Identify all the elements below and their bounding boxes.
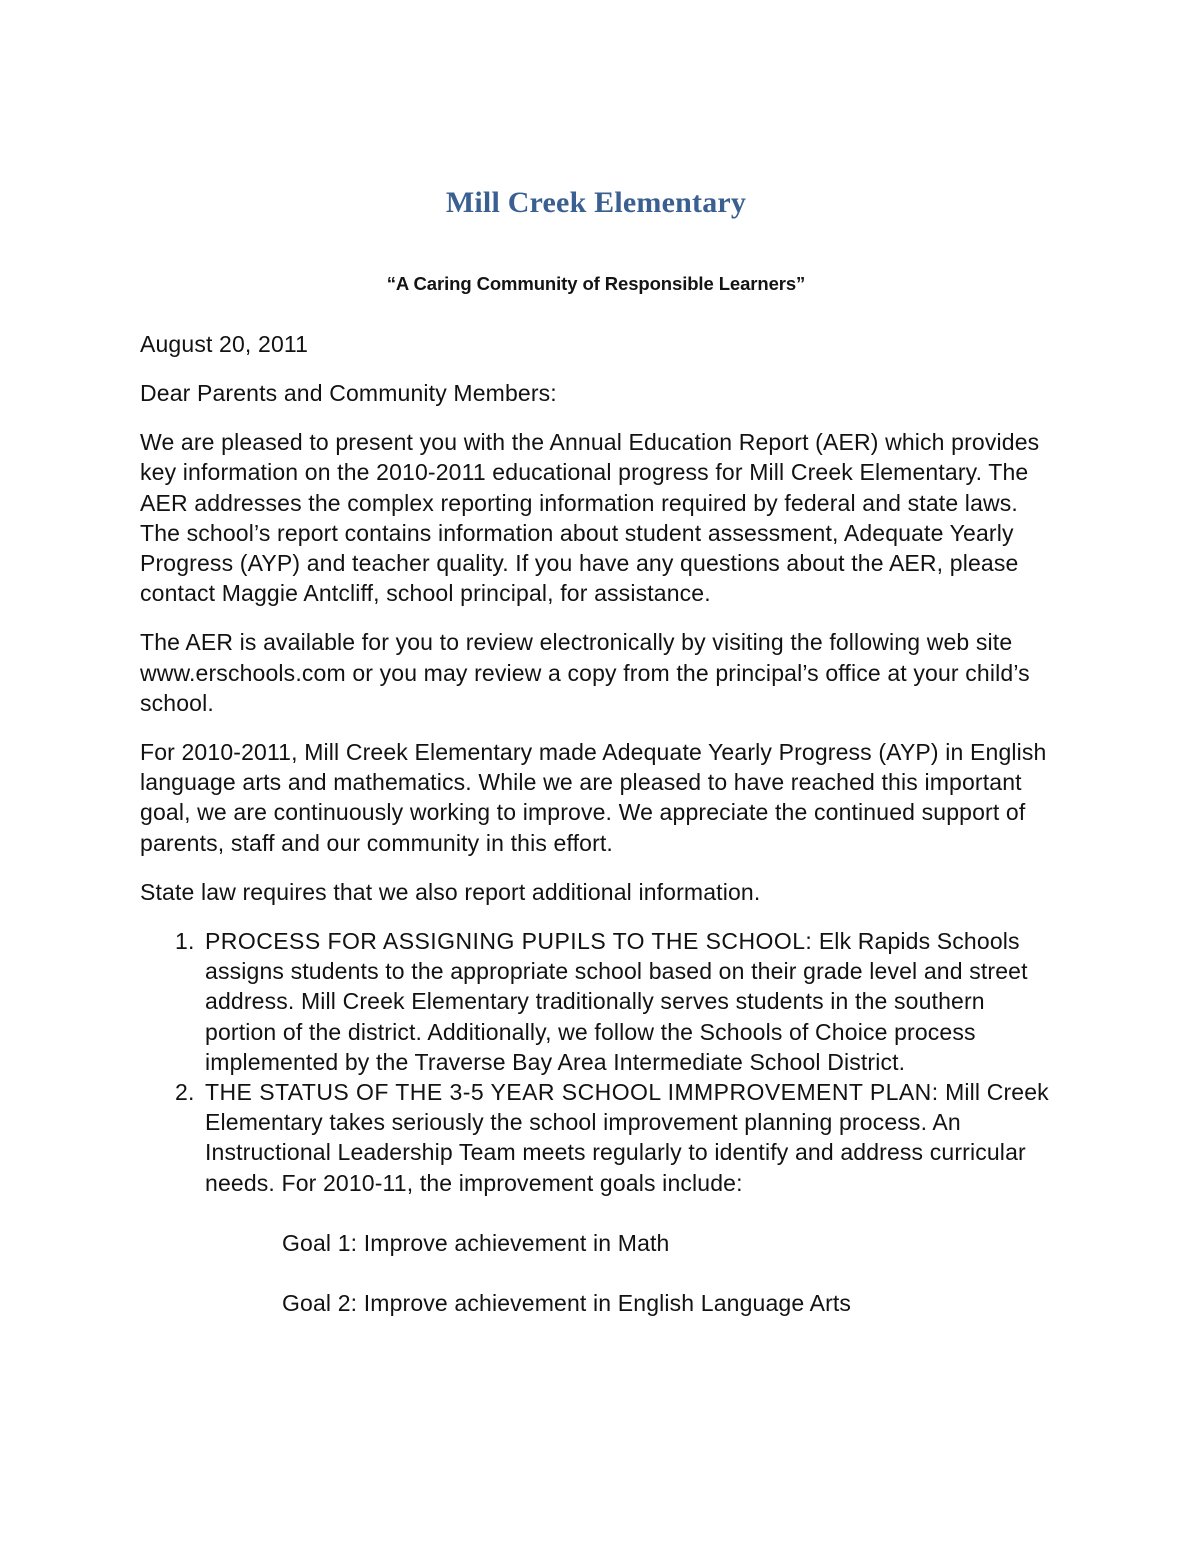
letter-salutation: Dear Parents and Community Members: <box>140 379 557 406</box>
body-paragraph-3: For 2010-2011, Mill Creek Elementary made Adequate Yearly Progress (AYP) in English language arts and mathematics. While we are pleased to have reached this important goal, we are continuously working to improve. We appreciate the continued support of parents, staff and our community in this effort. <box>140 738 1047 856</box>
school-motto: “A Caring Community of Responsible Learners” <box>386 272 806 294</box>
list-item-1-text: Elk Rapids Schools assigns students to the appropriate school based on their grade level and street address. Mill Creek Elementary traditionally serves students in the southern portion of the district. Additionally, we follow the Schools of Choice process implemented by the Traverse Bay Area Intermediate School District. <box>205 927 1028 1075</box>
body-paragraph-1: We are pleased to present you with the Annual Education Report (AER) which provides key information on the 2010-2011 educational progress for Mill Creek Elementary. The AER addresses the complex reporting information required by federal and state laws. The school’s report contains information about student assessment, Adequate Yearly Progress (AYP) and teacher quality. If you have any questions about the AER, please contact Maggie Antcliff, school principal, for assistance. <box>140 429 1040 607</box>
list-item-1-lead: PROCESS FOR ASSIGNING PUPILS TO THE SCHOOL: <box>205 927 813 954</box>
body-paragraph-2: The AER is available for you to review electronically by visiting the following web site www.erschools.com or you may review a copy from the principal’s office at your child’s school. <box>140 629 1030 716</box>
list-item <box>140 1077 1052 1198</box>
improvement-goals <box>140 1228 1052 1318</box>
list-item-2-lead: THE STATUS OF THE 3-5 YEAR SCHOOL IMMPROVEMENT PLAN: <box>205 1078 939 1105</box>
list-item-2-text: Mill Creek Elementary takes seriously the school improvement planning process. An Instructional Leadership Team meets regularly to identify and address curricular needs. For 2010-11, the improvement goals include: <box>205 1078 1049 1196</box>
letter-date: August 20, 2011 <box>140 330 309 357</box>
list-item <box>140 926 1052 1077</box>
goal-2: Goal 2: Improve achievement in English Language Arts <box>282 1289 852 1316</box>
additional-information-list <box>140 926 1052 1198</box>
body-paragraph-4: State law requires that we also report additional information. <box>140 878 761 905</box>
document-content <box>140 0 1052 1318</box>
page-title: Mill Creek Elementary <box>445 186 747 219</box>
goal-1: Goal 1: Improve achievement in Math <box>282 1229 670 1256</box>
